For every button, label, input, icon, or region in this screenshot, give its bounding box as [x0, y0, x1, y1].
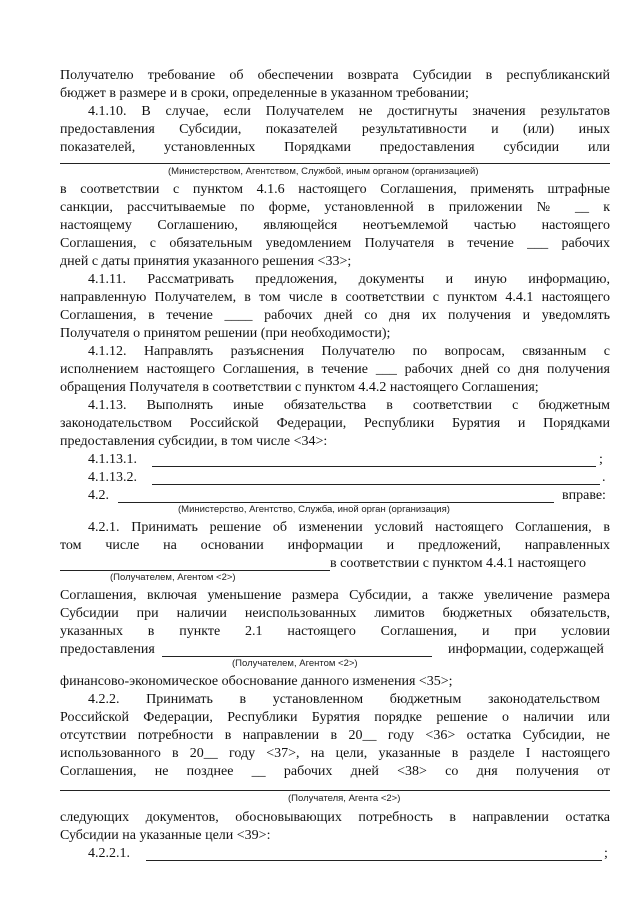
text-line: дней с даты принятия указанного решения <33>; — [60, 254, 352, 269]
text-line: бюджет в размере и в сроки, определенные в указанном требовании; — [60, 86, 469, 101]
clause-4-1-13-2: 4.1.13.2. — [88, 470, 137, 485]
fill-line — [152, 484, 600, 485]
text-line: обращения Получателя в соответствии с пунктом 4.4.2 настоящего Соглашения; — [60, 380, 539, 395]
fill-line — [60, 570, 330, 571]
text-line: Соглашения, в течение ____ рабочих дней со дня их получения и уведомлять — [60, 308, 610, 323]
text-line: Субсидии на указанные цели <39>: — [60, 828, 271, 843]
text-line: вправе: — [562, 488, 606, 503]
text-line: указанных в пункте 2.1 настоящего Соглашения, и при условии — [60, 624, 610, 639]
text-line: отсутствии потребности в направлении в 20__ году <36> остатка Субсидии, не — [60, 728, 610, 743]
fill-line — [152, 466, 596, 467]
text-line: следующих документов, обосновывающих потребность в направлении остатка — [60, 810, 610, 825]
text-line: в соответствии с пунктом 4.1.6 настоящего Соглашения, применять штрафные — [60, 182, 610, 197]
fill-line — [146, 860, 602, 861]
text-line: показателей, установленных Порядками предоставления субсидии или — [60, 140, 610, 155]
text-line: Соглашения, не позднее __ рабочих дней <38> со дня получения от — [60, 764, 610, 779]
clause-4-2: 4.2. — [88, 488, 109, 503]
text-line: исполнением настоящего Соглашения, в течение ___ рабочих дней со дня получения — [60, 362, 610, 377]
text-line: . — [602, 470, 606, 485]
clause-4-2-1: 4.2.1. Принимать решение об изменении условий настоящего Соглашения, в — [88, 520, 610, 535]
text-line: предоставления Субсидии, показателей результативности и (или) иных — [60, 122, 610, 137]
text-line: финансово-экономическое обоснование данного изменения <35>; — [60, 674, 453, 689]
text-line: направленную Получателем, в том числе в соответствии с пунктом 4.4.1 настоящего — [60, 290, 610, 305]
field-caption: (Получателем, Агентом <2>) — [110, 572, 236, 583]
text-line: ; — [604, 846, 608, 861]
text-line: Получателя о принятом решении (при необходимости); — [60, 326, 391, 341]
field-caption: (Министерство, Агентство, Служба, иной орган (организация) — [178, 504, 450, 515]
fill-line — [60, 790, 610, 791]
clause-4-2-2-1: 4.2.2.1. — [88, 846, 130, 861]
text-line: настоящему Соглашению, являющейся неотъемлемой частью настоящего — [60, 218, 610, 233]
text-line: информации, содержащей — [448, 642, 604, 657]
text-line: том числе на основании информации и предложений, направленных — [60, 538, 610, 553]
clause-4-1-13: 4.1.13. Выполнять иные обязательства в соответствии с бюджетным — [88, 398, 610, 413]
text-line: Соглашения, включая уменьшение размера Субсидии, а также увеличение размера — [60, 588, 610, 603]
text-line: санкции, рассчитываемые по форме, установленной в приложении № __ к — [60, 200, 610, 215]
text-line: законодательством Российской Федерации, Республики Бурятия и Порядками — [60, 416, 610, 431]
field-caption: (Министерством, Агентством, Службой, иным органом (организацией) — [168, 166, 479, 177]
field-caption: (Получателем, Агентом <2>) — [232, 658, 358, 669]
clause-4-1-10: 4.1.10. В случае, если Получателем не достигнуты значения результатов — [88, 104, 610, 119]
fill-line — [60, 163, 610, 164]
fill-line — [118, 502, 554, 503]
text-line: Соглашения, с обязательным уведомлением Получателя в течение ___ рабочих — [60, 236, 610, 251]
text-line: использованного в 20__ году <37>, на цели, указанные в разделе I настоящего — [60, 746, 610, 761]
text-line: Российской Федерации, Республики Бурятия порядке решение о наличии или — [60, 710, 610, 725]
text-line: предоставления — [60, 642, 155, 657]
text-line: ; — [599, 452, 603, 467]
text-line: Получателю требование об обеспечении возврата Субсидии в республиканский — [60, 68, 610, 83]
clause-4-2-2: 4.2.2. Принимать в установленном бюджетным законодательством — [88, 692, 600, 707]
text-line: Субсидии при наличии неиспользованных лимитов бюджетных обязательств, — [60, 606, 610, 621]
clause-4-1-12: 4.1.12. Направлять разъяснения Получателю по вопросам, связанным с — [88, 344, 610, 359]
field-caption: (Получателя, Агента <2>) — [288, 793, 401, 804]
clause-4-1-13-1: 4.1.13.1. — [88, 452, 137, 467]
text-line: предоставления субсидии, в том числе <34>: — [60, 434, 328, 449]
text-line: в соответствии с пунктом 4.4.1 настоящего — [330, 556, 586, 571]
clause-4-1-11: 4.1.11. Рассматривать предложения, документы и иную информацию, — [88, 272, 610, 287]
fill-line — [162, 656, 432, 657]
